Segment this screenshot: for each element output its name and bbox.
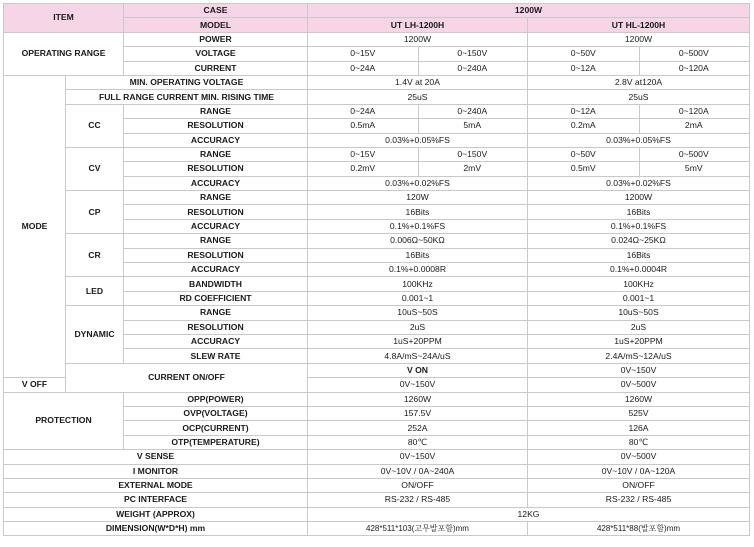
label-resolution: RESOLUTION: [124, 119, 308, 133]
value-b: 0.001~1: [528, 291, 750, 305]
value-a: 157.5V: [308, 406, 528, 420]
value-b: [528, 47, 750, 61]
label-otp: OTP(TEMPERATURE): [124, 435, 308, 449]
row-vsense: [4, 450, 750, 464]
label-accuracy: ACCURACY: [124, 176, 308, 190]
value-b: [528, 162, 750, 176]
label-external-mode: EXTERNAL MODE: [4, 478, 308, 492]
label-accuracy: ACCURACY: [124, 334, 308, 348]
row-cc-range: [4, 104, 750, 118]
value-a: 0.1%+0.0008R: [308, 263, 528, 277]
value-a-high: 0~150V: [457, 48, 488, 59]
value-b: 0V~10V / 0A~120A: [528, 464, 750, 478]
value-b: 525V: [528, 406, 750, 420]
value-b-low: 0.5mV: [570, 163, 596, 174]
value-b-low: 0~50V: [570, 148, 596, 159]
label-pc-interface: PC INTERFACE: [4, 493, 308, 507]
value-b: 80℃: [528, 435, 750, 449]
row-dimension: [4, 522, 750, 536]
value-b: [528, 147, 750, 161]
value-a: 0V~150V: [528, 363, 750, 377]
value-b-high: 0~500V: [678, 148, 709, 159]
value-a-low: 0.5mA: [350, 120, 376, 131]
label-von: V ON: [308, 363, 528, 377]
label-resolution: RESOLUTION: [124, 248, 308, 262]
value-a: 252A: [308, 421, 528, 435]
value-a: [308, 47, 528, 61]
value-b: 0.03%+0.05%FS: [528, 133, 750, 147]
label-accuracy: ACCURACY: [124, 219, 308, 233]
row-external-mode: [4, 478, 750, 492]
label-weight: WEIGHT (APPROX): [4, 507, 308, 521]
label-accuracy: ACCURACY: [124, 263, 308, 277]
power-class-header: 1200W: [308, 4, 750, 18]
value-b: 10uS~50S: [528, 306, 750, 320]
value-b: 25uS: [528, 90, 750, 104]
value-b-high: 5mV: [684, 163, 703, 174]
value-b-low: 0~12A: [570, 62, 596, 73]
value-b: 0.1%+0.0004R: [528, 263, 750, 277]
group-current-onoff: CURRENT ON/OFF: [66, 363, 308, 392]
value-a-high: 2mV: [463, 163, 482, 174]
row-led-bandwidth: [4, 277, 750, 291]
value-a: [308, 61, 528, 75]
value-b: 0.03%+0.02%FS: [528, 176, 750, 190]
subgroup-led: LED: [66, 277, 124, 306]
value-b: [528, 119, 750, 133]
case-header: CASE: [124, 4, 308, 18]
row-power: [4, 32, 750, 46]
value-a: 1uS+20PPM: [308, 334, 528, 348]
value-a: ON/OFF: [308, 478, 528, 492]
value-b: 1200W: [528, 32, 750, 46]
subgroup-cv: CV: [66, 147, 124, 190]
label-ocp: OCP(CURRENT): [124, 421, 308, 435]
value-b: 1200W: [528, 191, 750, 205]
value-b: 1uS+20PPM: [528, 334, 750, 348]
label-range: RANGE: [124, 104, 308, 118]
value-weight: 12KG: [308, 507, 750, 521]
value-a-high: 5mA: [463, 120, 482, 131]
row-opp: [4, 392, 750, 406]
row-cv-range: [4, 147, 750, 161]
value-a: 0V~150V: [308, 378, 528, 392]
row-cr-range: [4, 234, 750, 248]
value-a-high: 0~240A: [457, 62, 488, 73]
value-b: 0V~500V: [528, 450, 750, 464]
label-resolution: RESOLUTION: [124, 205, 308, 219]
value-a: 1260W: [308, 392, 528, 406]
value-b: 1260W: [528, 392, 750, 406]
group-mode: MODE: [4, 75, 66, 377]
model-a-header: UT LH-1200H: [308, 18, 528, 32]
value-b-high: 0~120A: [678, 62, 709, 73]
value-a-low: 0~15V: [350, 48, 376, 59]
value-a: 10uS~50S: [308, 306, 528, 320]
value-b: 0.024Ω~25KΩ: [528, 234, 750, 248]
label-power: POWER: [124, 32, 308, 46]
value-b: 0V~500V: [528, 378, 750, 392]
value-a-low: 0~15V: [350, 148, 376, 159]
value-a: 0.001~1: [308, 291, 528, 305]
label-opp: OPP(POWER): [124, 392, 308, 406]
label-accuracy: ACCURACY: [124, 133, 308, 147]
row-dyn-range: [4, 306, 750, 320]
value-b: 2uS: [528, 320, 750, 334]
row-von: [4, 363, 750, 377]
label-range: RANGE: [124, 234, 308, 248]
row-rising-time: [4, 90, 750, 104]
value-b-high: 0~120A: [678, 105, 709, 116]
subgroup-dynamic: DYNAMIC: [66, 306, 124, 364]
value-b: [528, 61, 750, 75]
value-a: RS-232 / RS-485: [308, 493, 528, 507]
spec-table: [3, 3, 750, 536]
value-b: RS-232 / RS-485: [528, 493, 750, 507]
value-b: [528, 104, 750, 118]
value-a: 4.8A/mS~24A/uS: [308, 349, 528, 363]
value-b: 2.4A/mS~12A/uS: [528, 349, 750, 363]
label-ovp: OVP(VOLTAGE): [124, 406, 308, 420]
subgroup-cc: CC: [66, 104, 124, 147]
value-a: 1.4V at 20A: [308, 75, 528, 89]
label-bandwidth: BANDWIDTH: [124, 277, 308, 291]
value-a: 16Bits: [308, 248, 528, 262]
label-current: CURRENT: [124, 61, 308, 75]
row-weight: [4, 507, 750, 521]
value-a: 100KHz: [308, 277, 528, 291]
value-a-low: 0~24A: [350, 62, 376, 73]
label-imonitor: I MONITOR: [4, 464, 308, 478]
value-b: 126A: [528, 421, 750, 435]
value-a-low: 0~24A: [350, 105, 376, 116]
value-b: 2.8V at120A: [528, 75, 750, 89]
value-b-low: 0.2mA: [570, 120, 596, 131]
row-pc-interface: [4, 493, 750, 507]
label-vsense: V SENSE: [4, 450, 308, 464]
label-range: RANGE: [124, 147, 308, 161]
value-a: [308, 162, 528, 176]
value-a: 0V~10V / 0A~240A: [308, 464, 528, 478]
value-a: 428*511*103(고무발포함)mm: [308, 522, 528, 536]
label-slew-rate: SLEW RATE: [124, 349, 308, 363]
label-range: RANGE: [124, 306, 308, 320]
value-a: 0.03%+0.02%FS: [308, 176, 528, 190]
value-a-high: 0~150V: [457, 148, 488, 159]
group-operating-range: OPERATING RANGE: [4, 32, 124, 75]
header-row-case: [4, 4, 750, 18]
value-b: ON/OFF: [528, 478, 750, 492]
value-b-low: 0~50V: [570, 48, 596, 59]
label-range: RANGE: [124, 191, 308, 205]
row-imonitor: [4, 464, 750, 478]
label-rd-coefficient: RD COEFFICIENT: [124, 291, 308, 305]
value-a: [308, 104, 528, 118]
value-a: 2uS: [308, 320, 528, 334]
label-min-op-voltage: MIN. OPERATING VOLTAGE: [66, 75, 308, 89]
group-protection: PROTECTION: [4, 392, 124, 450]
model-header: MODEL: [124, 18, 308, 32]
value-b: 0.1%+0.1%FS: [528, 219, 750, 233]
model-b-header: UT HL-1200H: [528, 18, 750, 32]
item-header: ITEM: [4, 4, 124, 33]
subgroup-cr: CR: [66, 234, 124, 277]
value-b-low: 0~12A: [570, 105, 596, 116]
value-a: [308, 147, 528, 161]
value-b: 16Bits: [528, 205, 750, 219]
value-a: [308, 119, 528, 133]
value-b: 100KHz: [528, 277, 750, 291]
value-a: 25uS: [308, 90, 528, 104]
label-resolution: RESOLUTION: [124, 162, 308, 176]
value-b: 16Bits: [528, 248, 750, 262]
value-a: 0.1%+0.1%FS: [308, 219, 528, 233]
label-voltage: VOLTAGE: [124, 47, 308, 61]
value-a: 80℃: [308, 435, 528, 449]
row-cp-range: [4, 191, 750, 205]
value-b-high: 0~500V: [678, 48, 709, 59]
value-b-high: 2mA: [684, 120, 703, 131]
value-a: 0.03%+0.05%FS: [308, 133, 528, 147]
label-dimension: DIMENSION(W*D*H) mm: [4, 522, 308, 536]
label-voff: V OFF: [4, 378, 66, 392]
value-a: 1200W: [308, 32, 528, 46]
value-a: 0V~150V: [308, 450, 528, 464]
row-min-op-voltage: [4, 75, 750, 89]
value-a: 0.006Ω~50KΩ: [308, 234, 528, 248]
value-b: 428*511*88(발포함)mm: [528, 522, 750, 536]
value-a: 16Bits: [308, 205, 528, 219]
value-a-low: 0.2mV: [350, 163, 376, 174]
label-resolution: RESOLUTION: [124, 320, 308, 334]
value-a-high: 0~240A: [457, 105, 488, 116]
subgroup-cp: CP: [66, 191, 124, 234]
label-rising-time: FULL RANGE CURRENT MIN. RISING TIME: [66, 90, 308, 104]
value-a: 120W: [308, 191, 528, 205]
